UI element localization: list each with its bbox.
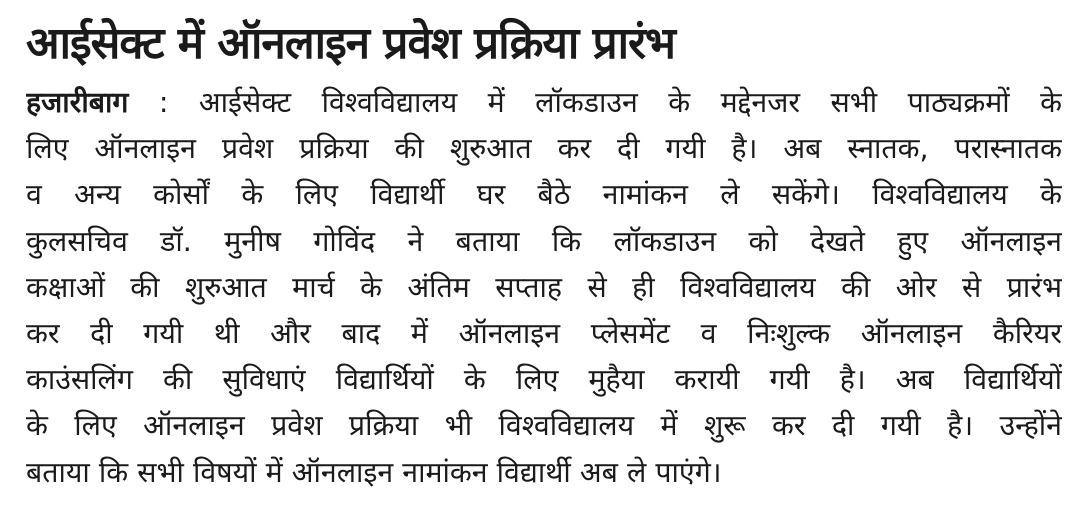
article-body xyxy=(26,80,1062,496)
body-line-1 xyxy=(26,80,1062,126)
body-line-6: कर दी गयी थी और बाद में ऑनलाइन प्लेसमेंट व निःशुल्क ऑनलाइन कैरियर xyxy=(26,316,1062,350)
body-line-1-text: : आईसेक्ट विश्वविद्यालय में लॉकडाउन के मद्देनजर सभी पाठ्यक्रमों के xyxy=(128,86,1062,119)
dateline: हजारीबाग xyxy=(26,86,129,119)
body-line-9: बताया कि सभी विषयों में ऑनलाइन नामांकन विद्यार्थी अब ले पाएंगे। xyxy=(26,455,722,489)
body-line-8: के लिए ऑनलाइन प्रवेश प्रक्रिया भी विश्वविद्यालय में शुरू कर दी गयी है। उन्होंने xyxy=(26,409,1062,443)
body-line-4: कुलसचिव डॉ. मुनीष गोविंद ने बताया कि लॉकडाउन को देखते हुए ऑनलाइन xyxy=(26,224,1062,258)
news-article xyxy=(26,14,1062,496)
headline: आईसेक्ट में ऑनलाइन प्रवेश प्रक्रिया प्रारंभ xyxy=(26,18,675,69)
body-line-2: लिए ऑनलाइन प्रवेश प्रक्रिया की शुरुआत कर दी गयी है। अब स्नातक, परास्नातक xyxy=(26,132,1062,166)
body-line-5: कक्षाओं की शुरुआत मार्च के अंतिम सप्ताह से ही विश्वविद्यालय की ओर से प्रारंभ xyxy=(26,270,1062,304)
body-line-3: व अन्य कोर्सों के लिए विद्यार्थी घर बैठे नामांकन ले सकेंगे। विश्वविद्यालय के xyxy=(26,178,1062,212)
body-line-7: काउंसलिंग की सुविधाएं विद्यार्थियों के लिए मुहैया करायी गयी है। अब विद्यार्थियों xyxy=(26,363,1062,397)
